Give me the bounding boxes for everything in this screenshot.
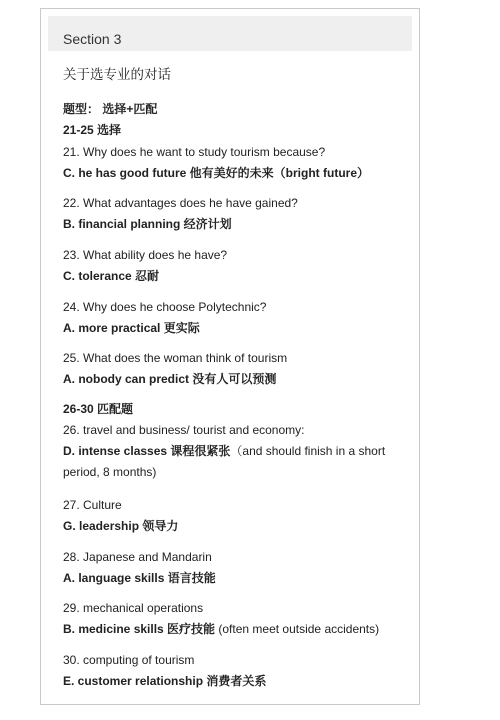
answer-26-row (63, 443, 385, 459)
question-21: 21. Why does he want to study tourism because? (63, 145, 326, 159)
answer-27: G. leadership 领导力 (63, 519, 179, 533)
answer-29-note: (often meet outside accidents) (215, 622, 380, 636)
question-type: 题型： 选择+匹配 (63, 102, 158, 116)
answer-26: D. intense classes 课程很紧张 (63, 444, 231, 458)
answer-29-row (63, 621, 379, 637)
answer-29: B. medicine skills 医疗技能 (63, 622, 216, 636)
question-26: 26. travel and business/ tourist and economy: (63, 423, 305, 437)
question-23: 23. What ability does he have? (63, 248, 228, 262)
question-28: 28. Japanese and Mandarin (63, 550, 212, 564)
answer-24: A. more practical 更实际 (63, 321, 200, 335)
question-27: 27. Culture (63, 498, 122, 512)
question-25: 25. What does the woman think of tourism (63, 351, 288, 365)
question-29: 29. mechanical operations (63, 601, 204, 615)
section-title: Section 3 (63, 31, 122, 47)
group-title-choice: 21-25 选择 (63, 123, 122, 137)
answer-21: C. he has good future 他有美好的未来（bright future） (63, 166, 369, 180)
answer-card (40, 8, 420, 705)
answer-23: C. tolerance 忍耐 (63, 269, 160, 283)
question-24: 24. Why does he choose Polytechnic? (63, 300, 267, 314)
answer-26-note: （and should finish in a short (230, 444, 386, 458)
answer-25: A. nobody can predict 没有人可以预测 (63, 372, 277, 386)
dialogue-subtitle: 关于选专业的对话 (63, 67, 171, 82)
question-30: 30. computing of tourism (63, 653, 195, 667)
answer-30: E. customer relationship 消费者关系 (63, 674, 267, 688)
answer-28: A. language skills 语言技能 (63, 571, 216, 585)
answer-22: B. financial planning 经济计划 (63, 217, 232, 231)
answer-26-note-cont: period, 8 months) (63, 465, 157, 479)
group-title-matching: 26-30 匹配题 (63, 402, 134, 416)
question-22: 22. What advantages does he have gained? (63, 196, 298, 210)
